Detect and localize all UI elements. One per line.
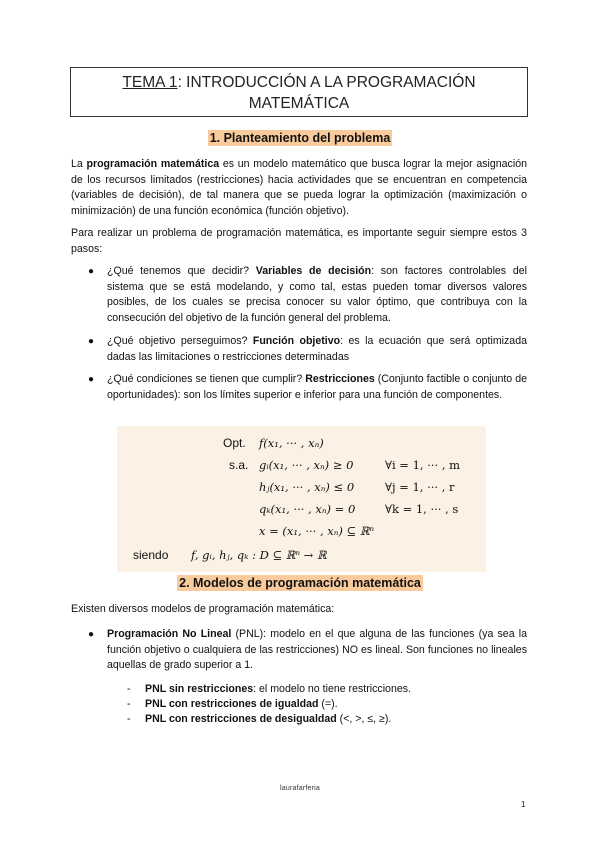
subitem-pnl-desigualdad: - PNL con restricciones de desigualdad (<, >, ≤, ≥). bbox=[127, 713, 392, 725]
constraint-g: gᵢ(x₁, ··· , xₙ) ≥ 0 bbox=[259, 458, 354, 472]
constraint-q: qₖ(x₁, ··· , xₙ) = 0 bbox=[259, 502, 356, 516]
subitem-pnl-igualdad: - PNL con restricciones de igualdad (=). bbox=[127, 698, 338, 710]
bullet-pnl: ● Programación No Lineal (PNL): modelo en el que alguna de las funciones (ya sea la función objetivo o cualquiera de las restricciones) NO es lineal. Son funciones no lineales aquellas de grado superior a 1. bbox=[88, 628, 528, 671]
dash-icon: - bbox=[127, 698, 131, 710]
bullet-dot-icon: ● bbox=[88, 629, 95, 640]
subitem-pnl-sin-restricciones: - PNL sin restricciones: el modelo no tiene restricciones. bbox=[127, 683, 411, 695]
formula-objective: f(x₁, ··· , xₙ) bbox=[259, 436, 324, 450]
bullet-variables: ● ¿Qué tenemos que decidir? Variables de decisión: son factores controlables del sistema que se está modelando, y como tal, estas pueden tomar diversos valores posibles, de los cuales se precisa conocer su valor óptimo, que contribuya con la consecución del objetivo de la función general del problema. bbox=[88, 265, 527, 324]
steps-intro-paragraph: Para realizar un problema de programación matemática, es importante seguir siempre estos 3 pasos: bbox=[71, 227, 527, 255]
bullet-dot-icon: ● bbox=[88, 266, 95, 277]
document-title bbox=[70, 67, 528, 117]
dash-icon: - bbox=[127, 713, 131, 725]
bullet-objective: ● ¿Qué objetivo perseguimos? Función objetivo: es la ecuación que será optimizada dadas las limitaciones o restricciones determinadas bbox=[88, 335, 527, 363]
formula-sa-label: s.a. bbox=[229, 458, 249, 472]
formula-box bbox=[117, 426, 486, 572]
constraint-h: hⱼ(x₁, ··· , xₙ) ≤ 0 bbox=[259, 480, 355, 494]
constraint-g-range: ∀i = 1, ··· , m bbox=[385, 458, 461, 472]
footer-watermark: laurafarferia bbox=[280, 785, 320, 792]
constraint-h-range: ∀j = 1, ··· , r bbox=[385, 480, 455, 494]
bullet-constraints: ● ¿Qué condiciones se tienen que cumplir? Restricciones (Conjunto factible o conjunto de oportunidades): son los límites superior e inferior para una función de componentes. bbox=[88, 373, 527, 401]
formula-siendo-expr: f, gᵢ, hⱼ, qₖ : D ⊆ ℝⁿ → ℝ bbox=[191, 548, 327, 562]
formula-siendo-label: siendo bbox=[133, 548, 169, 562]
constraint-q-range: ∀k = 1, ··· , s bbox=[385, 502, 459, 516]
domain-x: x = (x₁, ··· , xₙ) ⊆ ℝⁿ bbox=[259, 524, 375, 538]
title-text: : INTRODUCCIÓN A LA PROGRAMACIÓN MATEMÁTICA bbox=[177, 74, 476, 112]
page-number: 1 bbox=[521, 800, 526, 809]
bullet-dot-icon: ● bbox=[88, 336, 95, 347]
title-prefix: TEMA 1 bbox=[122, 74, 178, 91]
section2-intro: Existen diversos modelos de programación matemática: bbox=[71, 603, 335, 615]
section1-heading: 1. Planteamiento del problema bbox=[209, 131, 391, 145]
dash-icon: - bbox=[127, 683, 131, 695]
formula-opt-label: Opt. bbox=[223, 436, 246, 450]
bullet-dot-icon: ● bbox=[88, 374, 95, 385]
section2-heading: 2. Modelos de programación matemática bbox=[179, 576, 421, 590]
section1-intro-paragraph: La programación matemática es un modelo matemático que busca lograr la mejor asignación de los recursos limitados (restricciones) hacia actividades que se encuentran en competencia (variables de decisión), de tal manera que se pueda lograr la optimización (maximización o minimización) de una función económica (función objetivo). bbox=[71, 158, 527, 217]
